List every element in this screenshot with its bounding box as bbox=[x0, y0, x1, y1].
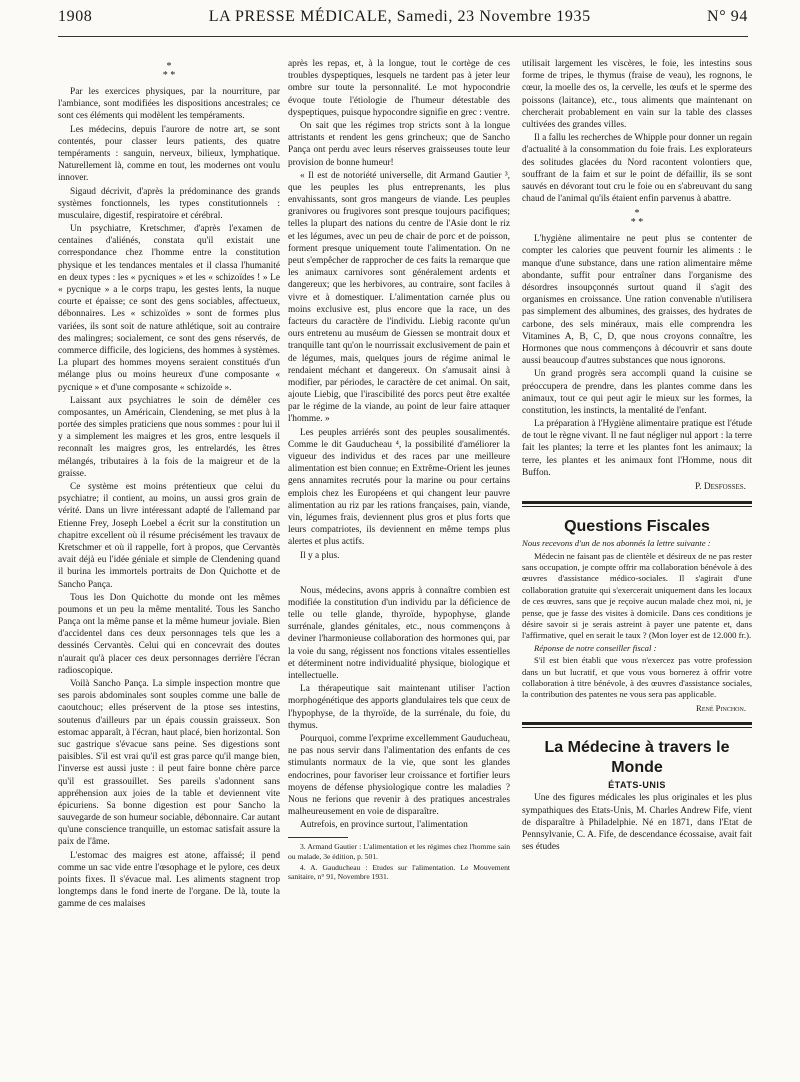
paragraph: après les repas, et, à la longue, tout le cortège de ces troubles dyspeptiques, lesquels ne tardent pas à jeter leur ombre sur toute la personnalité. Le mot hypocondrie évoque toute l'étiologie de l'humeur détestable des dyspeptiques, puisque hypocondre signifie en grec : ventre. bbox=[288, 59, 510, 118]
section-divider-thin bbox=[522, 506, 752, 507]
paragraph: Il y a plus. bbox=[300, 550, 340, 561]
reply-signature: René Pinchon. bbox=[696, 702, 746, 713]
spacer bbox=[288, 563, 510, 585]
paragraph: Laissant aux psychiatres le soin de démêler ces composantes, un Américain, Clendening, se met plus à la portée des simples praticiens que nous sommes : pour lui il y a simplement les maigres et les gros, entre lesquels il reconnaît les maigres gros, les entrelardés, les êtres mélangés, tributaires à la fois de la maigreur et de la graisse. bbox=[58, 395, 280, 479]
section-stars: * * * bbox=[162, 61, 176, 81]
header-rule bbox=[58, 36, 748, 37]
footnote-rule bbox=[288, 837, 348, 838]
masthead: LA PRESSE MÉDICALE, Samedi, 23 Novembre 1935 bbox=[208, 8, 591, 25]
section-title-questions-fiscales: Questions Fiscales bbox=[564, 518, 710, 536]
column-3 bbox=[522, 58, 752, 1078]
paragraph: Il a fallu les recherches de Whipple pour donner un regain d'actualité à la consommation du foie frais. Les explorateurs des solitudes glacées du Nord racontent volontiers que, souffrant de la faim et sur le point de défaillir, ils se sont sauvés en dévorant tout cru le foie ou en s'abreuvant du sang chaud de l'animal qu'ils étaient enfin parvenus à abattre. bbox=[522, 133, 752, 205]
reply-label: Réponse de notre conseiller fiscal : bbox=[534, 642, 657, 653]
section-divider bbox=[522, 501, 752, 504]
paragraph: Par les exercices physiques, par la nourriture, par l'ambiance, sont modifiées les dispositions ancestrales; ce sont ces éléments qui modèlent les tempéraments. bbox=[58, 87, 280, 122]
section-subtitle-etats-unis: ÉTATS-UNIS bbox=[608, 780, 666, 791]
paragraph: La préparation à l'Hygiène alimentaire pratique est l'étude de tout le règne vivant. Il ne faut négliger nul apport : la terre fait les plantes; la terre et les plantes font les animaux; la terre, les plantes et les animaux font l'Homme, nous dit Buffon. bbox=[522, 419, 752, 478]
paragraph: Voilà Sancho Pança. La simple inspection montre que ses parois abdominales sont souples comme une balle de caoutchouc; elles préservent de la ptose ses intestins, soutenus d'ailleurs par un épais coussin graisseux. Son estomac apparaît, à l'écran, haut placé, bien horizontal. Son suc gastrique s'évacue sans peine. Ses digestions sont paisibles. S'il est vrai qu'il est gras parce qu'il mange bien, l'inverse est aussi juste : il peut faire bonne chère parce qu'il est grassouillet. Ses pareils s'adonnent sans appréhension aux joies de la table et deviennent vite épicuriens. Sa bonne digestion est pour Sancho la sauvegarde de son humeur sociable, débonnaire. Car autant qu'une conscience tranquille, un estomac satisfait assure la paix de l'âme. bbox=[58, 679, 280, 848]
section-intro: Nous recevons d'un de nos abonnés la lettre suivante : bbox=[522, 538, 711, 549]
page-header bbox=[58, 2, 748, 32]
reader-letter: Médecin ne faisant pas de clientèle et désireux de ne pas rester sans occupation, je compte offrir ma collaboration bénévole à des œuvres d'assistance médico-sociales. Il s'agirait d'une collaboration gratuite qui s'exercerait uniquement dans les locaux de ces œuvres, sans que je reçoive aucun malade chez moi, ni, je pense, que je fasse des visites à domicile. Dans ces conditions je désire savoir si je serais astreint à payer une patente et, dans l'affirmative, quel en serait le taux ? (Mon loyer est de 12.000 fr.). bbox=[522, 550, 752, 641]
column-2 bbox=[288, 58, 510, 1078]
paragraph: On sait que les régimes trop stricts sont à la longue attristants et rendent les gens grincheux; que de Sancho Pança ont perdu avec leurs réserves graisseuses toute leur provision de bonne humeur! bbox=[288, 120, 510, 168]
paragraph: Nous, médecins, avons appris à connaître combien est modifiée la constitution d'un individu par la déficience de telle ou telle glande, thyroïde, hypophyse, glande surrénale, glandes génitales, etc., nous commençons à deviner l'harmonieuse collaboration des hormones qui, par la voie du sang, régissent nos fonctions vitales essentielles et déterminent notre individualité physique, biologique et intellectuelle. bbox=[288, 585, 510, 681]
paragraph: L'estomac des maigres est atone, affaissé; il pend comme un sac vide entre l'œsophage et le pylore, ces deux points fixes. Il s'évacue mal. Les aliments stagnent trop longtemps dans le fond inerte de l'organe. De là, toute la gamme de ces malaises bbox=[58, 850, 280, 910]
paragraph: Sigaud décrivit, d'après la prédominance des grands systèmes fonctionnels, les types constitutionnels : musculaire, digestif, respiratoire et cérébral. bbox=[58, 186, 280, 221]
section-stars: * * * bbox=[630, 208, 644, 229]
section-divider-thin bbox=[522, 727, 752, 728]
paragraph: utilisait largement les viscères, le foie, les intestins sous forme de tripes, le thymus (fraise de veau), les rognons, le cœur, la moelle des os, la cervelle, les œufs et le sperme des poissons (laitance), etc., tous aliments que maintenant on chercherait probablement en vain sur la table des classes cultivées des grandes villes. bbox=[522, 59, 752, 130]
paragraph: L'hygiène alimentaire ne peut plus se contenter de compter les calories que peuvent fournir les aliments : le manque d'une substance, dans une ration alimentaire même abondante, suffit pour entraîner dans l'organisme des désordres insoupçonnés surtout quand il s'agit des organismes en croissance. Une ration convenable n'utilisera pas simplement des albumines, des graisses, des hydrates de carbone, des sels minéraux, mais elle comprendra les Vitamines A, B, C, D, que nous croyons connaître, les Hormones que nous commençons à découvrir et sans doute aussi beaucoup d'autres substances que nous ignorons. bbox=[522, 234, 752, 367]
footnote: 3. Armand Gautier : L'alimentation et les régimes chez l'homme sain ou malade, 3e édition, p. 501. bbox=[288, 842, 510, 862]
paragraph: Un psychiatre, Kretschmer, d'après l'examen de centaines d'aliénés, constata qu'il existait une correspondance chez l'homme entre la constitution physique et les tendances mentales et il classa l'humanité en deux types : les « pycniques » et les « schizoïdes ! » Le « pycnique » a le corps trapu, les gestes lents, la nuque courte et épaisse; ce sont des gens sociables, affectueux, débonnaires. Les « schizoïdes » sont de formes plus variées, ils sont soit de nature athlétique, soit au contraire des malingres; socialement, ce sont des gens réservés, de commerce difficile, des logiciens, des hommes à systèmes. La plupart des hommes moyens seraient constitués d'un mélange plus ou moins heureux d'une composante « pycnique » et d'une composante « schizoïde ». bbox=[58, 224, 280, 393]
paragraph: Ce système est moins prétentieux que celui du psychiatre; il contient, au moins, un aussi gros grain de vérité. Dans un livre intéressant adapté de l'allemand par Etienne Frey, Joseph Loebel a écrit sur la constitution un chapitre excellent où il résume précisément les travaux de Kretschmer et où il rappelle, fort à propos, que Cervantès avait déjà eu l'idée géniale et simple de Clendening quand il burina les immortels portraits de Don Quichotte et de Sancho Pança. bbox=[58, 482, 280, 590]
paragraph: Un grand progrès sera accompli quand la cuisine se préoccupera de prendre, dans les plantes comme dans les animaux, tout ce qui peut agir le mieux sur les formes, la constitution, les instincts, la mentalité de l'enfant. bbox=[522, 369, 752, 416]
section-title-medecine-monde: La Médecine à travers le Monde bbox=[544, 739, 730, 777]
paragraph: Une des figures médicales les plus originales et les plus sympathiques des Etats-Unis, M. Charles Andrew Fife, vient de disparaître à Philadelphie. Né en 1871, dans l'Etat de Pennsylvanie, C. A. Fife, de descendance écossaise, avait fait ses études bbox=[522, 793, 752, 853]
section-divider bbox=[522, 722, 752, 725]
fiscal-reply: S'il est bien établi que vous n'exercez pas votre profession dans un but lucratif, et que vous vous bornerez à offrir votre collaboration à titre bénévole, à des œuvres d'assistance sociales, la contribution des patentes ne vous sera pas applicable. bbox=[522, 655, 752, 700]
author-signature: P. Desfosses. bbox=[695, 482, 746, 492]
issue-number: N° 94 bbox=[707, 8, 748, 25]
paragraph: Les médecins, depuis l'aurore de notre art, se sont contentés, pour classer leurs patients, des quatre tempéraments : sanguin, nerveux, bilieux, lymphatique. Naturellement là, comme en tout, les modernes ont voulu innover. bbox=[58, 124, 280, 184]
paragraph: Autrefois, en province surtout, l'alimentation bbox=[300, 820, 468, 831]
page-number: 1908 bbox=[58, 8, 93, 25]
footnote: 4. A. Gauducheau : Etudes sur l'alimentation. Le Mouvement sanitaire, n° 91, Novembre 1931. bbox=[288, 862, 510, 882]
column-1 bbox=[58, 58, 280, 1078]
paragraph: Pourquoi, comme l'exprime excellemment Gauducheau, ne pas nous servir dans l'alimentation des enfants de ces stimulants normaux de la vie, que sont les glandes endocrines, pour favoriser leur croissance et fortifier leurs moyens de défense physiologique contre les maladies ? Nous ne ferions que revenir à des pratiques ancestrales malheureusement en voie de disparaître. bbox=[288, 733, 510, 818]
paragraph: La thérapeutique sait maintenant utiliser l'action morphogénétique des apports glandulaires tels que ceux de l'hypophyse, de la thyroïde, de la surrénale, du foie, du thymus. bbox=[288, 684, 510, 731]
paragraph: Les peuples arriérés sont des peuples sousalimentés. Comme le dit Gauducheau ⁴, la possibilité d'améliorer la vigueur des individus et des races par une meilleure alimentation est bien connue; en Extrême-Orient les jeunes gens annamites recrutés pour la marine ou pour certains emplois chez les Européens et qui changent leur pauvre alimentation au riz par les rations françaises, pain, viande, vin, légumes frais, deviennent plus gros et plus forts que leurs compatriotes, ils deviennent en même temps plus alertes et plus actifs. bbox=[288, 427, 510, 548]
paragraph: Tous les Don Quichotte du monde ont les mêmes poumons et un peu la même mentalité. Tous les Sancho Pança ont la même panse et la même humeur joviale. Bien d'accidentel dans ces deux personnages tels que les a dessinés Cervantès. Celui qui en concevrait des doutes n'aurait qu'à placer ces deux personnages derrière l'écran radioscopique. bbox=[58, 592, 280, 676]
quote-paragraph: « Il est de notoriété universelle, dit Armand Gautier ³, que les peuples les plus entreprenants, les plus envahissants, sont gros mangeurs de viande. Les peuples granivores ou frugivores sont presque toujours pacifiques; telles la plupart des nations du centre de l'Asie dont le riz et les légumes, avec un peu de chair de porc et de poisson, forment presque uniquement toute l'alimentation. On ne peut s'empêcher de rapprocher de ces faits la remarque que les animaux carnivores sont généralement ardents et dangereux; que les herbivores, au contraire, sont faciles à vivre et à domestiquer. L'alimentation carnée plus ou moins exclusive est, plus encore que la race, un des facteurs du caractère de l'individu. Liebig raconte qu'un ours entretenu au muséum de Giessen se montrait doux et tranquille tant qu'on le nourrissait exclusivement de pain et de légumes, mais, quelques jours de régime animal le rendaient méchant et dangereux. On s'amusait ainsi à modifier, par périodes, le caractère de cet animal. On sait, ajoute Liebig, que l'irascibilité des porcs peut être exaltée par le régime de la viande, au point de leur faire attaquer l'homme. » bbox=[288, 170, 510, 425]
